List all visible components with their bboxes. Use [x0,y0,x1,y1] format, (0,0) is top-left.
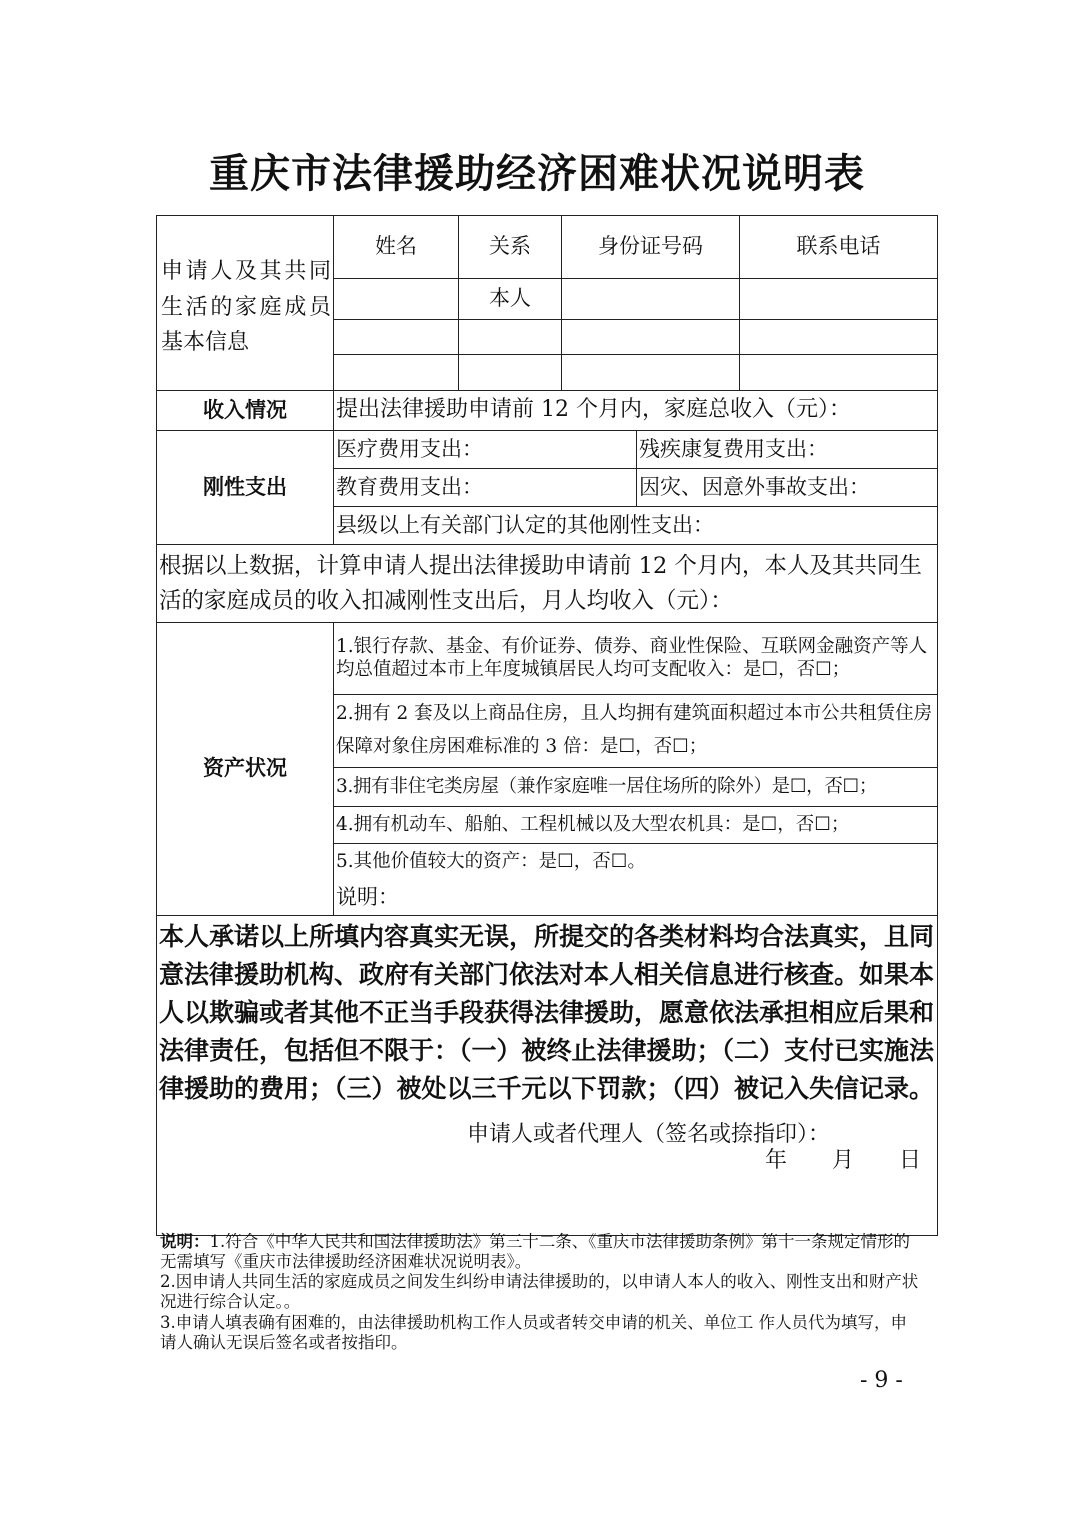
pledge-cell [157,916,938,1236]
name-cell-2[interactable] [334,320,459,355]
phone-cell-1[interactable] [740,279,938,320]
signature-line[interactable]: 申请人或者代理人（签名或捺指印）： [467,1122,831,1147]
header-id-number: 身份证号码 [562,216,740,279]
notes [160,1232,920,1353]
pledge-text: 本人承诺以上所填内容真实无误，所提交的各类材料均合法真实，且同意法律援助机构、政府有关部门依法对本人相关信息进行核查。如果本人以欺骗或者其他不正当手段获得法律援助，愿意依法承担相应后果和法律责任，包括但不限于：（一）被终止法律援助；（二）支付已实施法律援助的费用；（三）被处以三千元以下罚款；（四）被记入失信记录。 [159,922,935,1103]
page-number: - 9 - [860,1368,903,1393]
asset-item-5[interactable]: 5.其他价值较大的资产：是☐，否☐。 [334,844,938,881]
assets-label: 资产状况 [157,623,334,916]
phone-cell-2[interactable] [740,320,938,355]
note-1: 说明：1.符合《中华人民共和国法律援助法》第三十二条、《重庆市法律援助条例》第十一条规定情形的无需填写《重庆市法律援助经济困难状况说明表》。 [160,1232,910,1272]
asset-item-1[interactable]: 1.银行存款、基金、有价证券、债券、商业性保险、互联网金融资产等人均总值超过本市上年度城镇居民人均可支配收入：是☐，否☐； [334,623,938,695]
rehab-expense-field[interactable]: 残疾康复费用支出： [637,431,938,469]
header-phone: 联系电话 [740,216,938,279]
other-rigid-expense-field[interactable]: 县级以上有关部门认定的其他刚性支出： [334,507,938,545]
form-title: 重庆市法律援助经济困难状况说明表 [209,150,865,197]
medical-expense-field[interactable]: 医疗费用支出： [334,431,637,469]
note-2: 2.因申请人共同生活的家庭成员之间发生纠纷申请法律援助的，以申请人本人的收入、刚性支出和财产状况进行综合认定。。 [160,1272,919,1312]
asset-remark[interactable]: 说明： [334,881,938,916]
asset-item-4[interactable]: 4.拥有机动车、船舶、工程机械以及大型农机具：是☐，否☐； [334,807,938,844]
education-expense-field[interactable]: 教育费用支出： [334,469,637,507]
relation-cell-2[interactable] [459,320,562,355]
rigid-expense-label: 刚性支出 [157,431,334,545]
form-table [156,215,938,1236]
relation-cell-3[interactable] [459,355,562,391]
id-cell-1[interactable] [562,279,740,320]
disaster-expense-field[interactable]: 因灾、因意外事故支出： [637,469,938,507]
name-cell-1[interactable] [334,279,459,320]
name-cell-3[interactable] [334,355,459,391]
asset-item-3[interactable]: 3.拥有非住宅类房屋（兼作家庭唯一居住场所的除外）是☐，否☐； [334,768,938,807]
id-cell-3[interactable] [562,355,740,391]
phone-cell-3[interactable] [740,355,938,391]
monthly-income-field[interactable]: 根据以上数据，计算申请人提出法律援助申请前 12 个月内，本人及其共同生活的家庭成员的收入扣减刚性支出后，月人均收入（元）： [157,545,938,623]
notes-heading: 说明： [160,1232,210,1251]
signature-date[interactable]: 年 月 日 [765,1148,921,1174]
note-3: 3.申请人填表确有困难的，由法律援助机构工作人员或者转交申请的机关、单位工 作人员代为填写，申请人确认无误后签名或者按指印。 [160,1312,907,1352]
income-label: 收入情况 [157,391,334,431]
income-field[interactable]: 提出法律援助申请前 12 个月内，家庭总收入（元）： [334,391,938,431]
header-relation: 关系 [459,216,562,279]
header-name: 姓名 [334,216,459,279]
id-cell-2[interactable] [562,320,740,355]
applicant-section-label: 申请人及其共同生活的家庭成员基本信息 [157,216,334,391]
asset-item-2[interactable]: 2.拥有 2 套及以上商品住房，且人均拥有建筑面积超过本市公共租赁住房保障对象住房困难标准的 3 倍：是☐，否☐； [334,695,938,768]
relation-cell-1: 本人 [459,279,562,320]
